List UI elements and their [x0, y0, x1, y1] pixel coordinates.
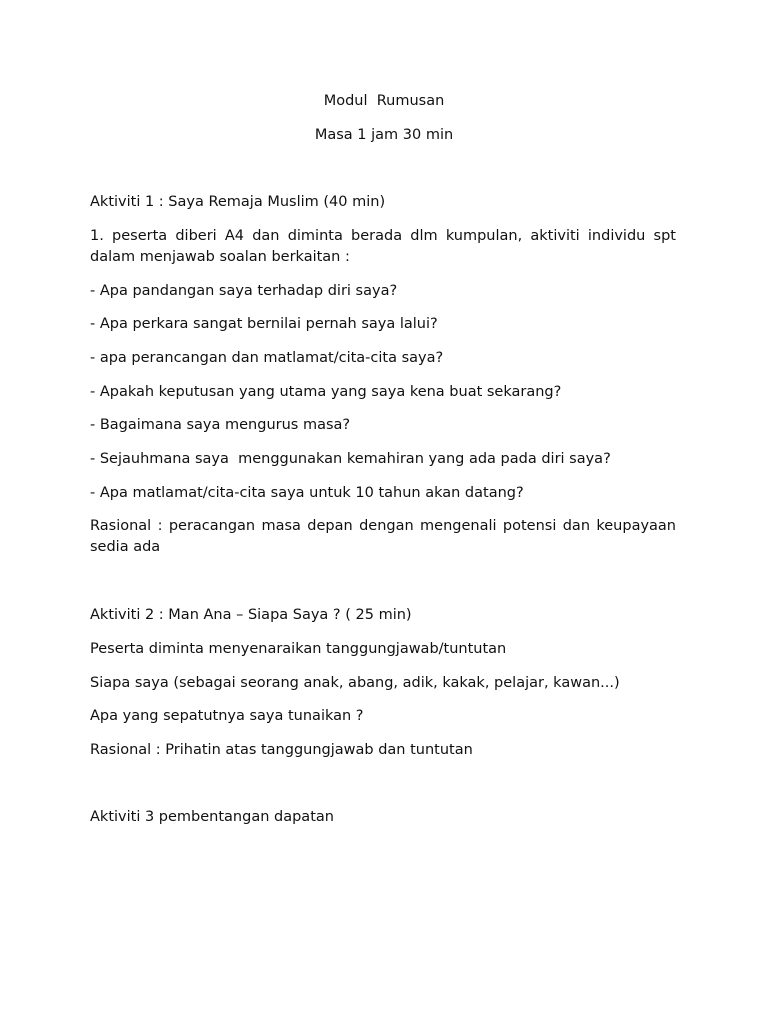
activity1-question: - Apa matlamat/cita-cita saya untuk 10 tahun akan datang?: [90, 485, 524, 501]
document-duration: Masa 1 jam 30 min: [314, 127, 454, 143]
activity1-rationale: Rasional : peracangan masa depan dengan mengenali potensi dan keupayaan sedia ada: [90, 518, 676, 555]
activity1-question: - Apakah keputusan yang utama yang saya kena buat sekarang?: [90, 384, 562, 400]
activity1-question: - Sejauhmana saya menggunakan kemahiran yang ada pada diri saya?: [90, 451, 611, 467]
activity2-line: Peserta diminta menyenaraikan tanggungjawab/tuntutan: [90, 641, 507, 657]
activity1-question: - Bagaimana saya mengurus masa?: [90, 417, 351, 433]
activity1-question: - Apa pandangan saya terhadap diri saya?: [90, 283, 398, 299]
activity3-heading: Aktiviti 3 pembentangan dapatan: [90, 809, 334, 825]
document-title: Modul Rumusan: [323, 93, 445, 109]
activity1-question: - apa perancangan dan matlamat/cita-cita saya?: [90, 350, 444, 366]
activity1-question: - Apa perkara sangat bernilai pernah saya lalui?: [90, 316, 438, 332]
activity2-line: Apa yang sepatutnya saya tunaikan ?: [90, 708, 364, 724]
activity2-line: Siapa saya (sebagai seorang anak, abang, adik, kakak, pelajar, kawan...): [90, 675, 620, 691]
activity2-heading: Aktiviti 2 : Man Ana – Siapa Saya ? ( 25 min): [90, 607, 412, 623]
activity1-intro: 1. peserta diberi A4 dan diminta berada dlm kumpulan, aktiviti individu spt dalam menjawab soalan berkaitan :: [90, 228, 676, 265]
activity1-heading: Aktiviti 1 : Saya Remaja Muslim (40 min): [90, 194, 386, 210]
activity2-rationale: Rasional : Prihatin atas tanggungjawab dan tuntutan: [90, 742, 473, 758]
